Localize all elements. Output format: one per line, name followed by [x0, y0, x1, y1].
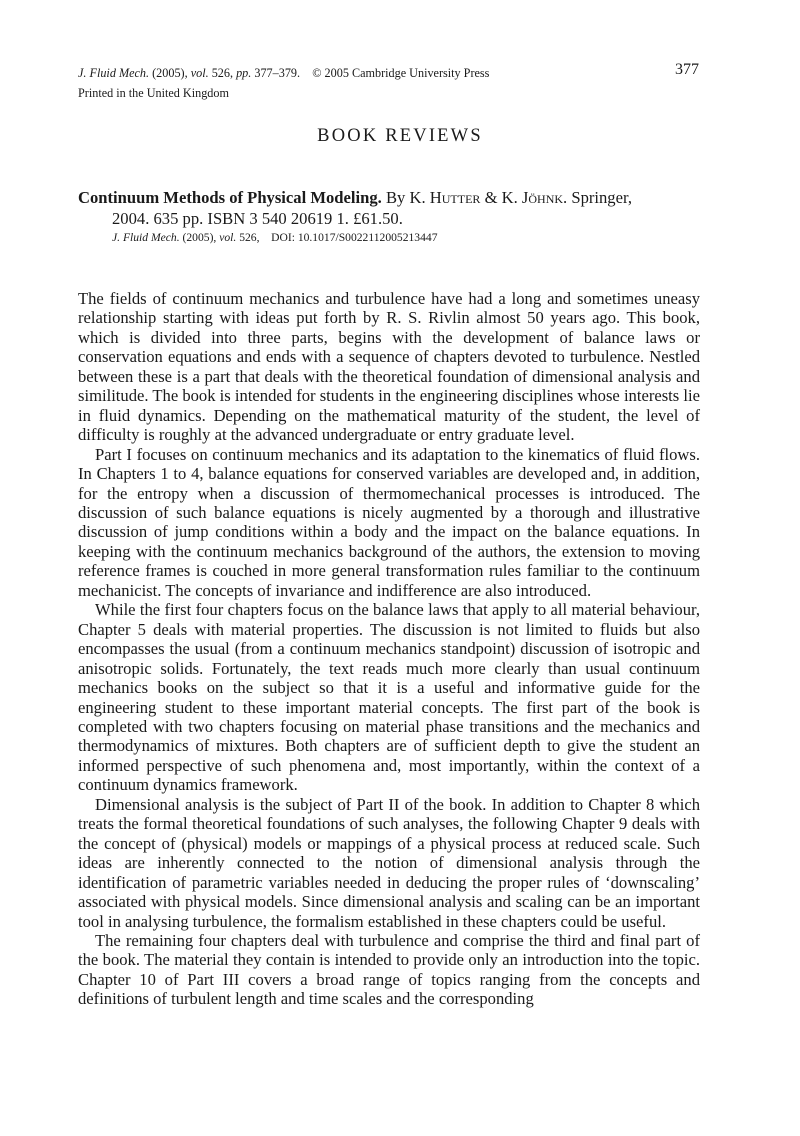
page-number: 377 [675, 61, 699, 78]
doi-line [112, 231, 438, 244]
author-hutter: Hutter [429, 188, 481, 207]
ampersand: & K. [484, 188, 518, 207]
printed-line: Printed in the United Kingdom [78, 86, 229, 100]
journal-year: (2005), [152, 66, 188, 80]
author-johnk: Jöhnk [521, 188, 564, 207]
doi-year: (2005), [182, 231, 217, 244]
page-range: 377–379. [254, 66, 301, 80]
citation-line [78, 63, 700, 83]
by-label: By K. [385, 188, 426, 207]
volume-number: 526, [211, 66, 234, 80]
book-title: Continuum Methods of Physical Modeling. [78, 188, 382, 207]
section-title: BOOK REVIEWS [317, 126, 483, 146]
paragraph: Part I focuses on continuum mechanics and its adaptation to the kinematics of fluid flows. In Chapters 1 to 4, balance equations for conserved variables are developed and, in addition, for the entropy when a discussion of thermomechanical processes is introduced. The discussion of such balance equations is nicely augmented by a thorough and illustrative discussion of jump conditions within a body and the impact on the balance equations. In keeping with the continuum mechanics background of the authors, the extension to moving reference frames is couched in more general transformation rules familiar to the continuum mechanicist. The concepts of invariance and indifference are also introduced. [78, 444, 700, 600]
review-body [78, 289, 700, 1009]
copyright: © 2005 Cambridge University Press [312, 66, 490, 80]
paragraph: While the first four chapters focus on the balance laws that apply to all material behaviour, Chapter 5 deals with material properties. The discussion is not limited to fluids but also encompasses the usual (from a continuum mechanics standpoint) discussion of isotropic and anisotropic solids. Fortunately, the text reads much more clearly than usual continuum mechanics books on the subject so that it is a useful and informative guide for the engineering student to these important material concepts. The first part of the book is completed with two chapters focusing on material phase transitions and the mechanics and thermodynamics of mixtures. Both chapters are of sufficient depth to give the student an informed perspective of such phenomena and, most importantly, within the context of a continuum dynamics framework. [78, 600, 700, 795]
pages-label: pp. [236, 66, 252, 80]
paragraph: The fields of continuum mechanics and turbulence have had a long and sometimes uneasy relationship starting with ideas put forth by R. S. Rivlin almost 50 years ago. This book, which is divided into three parts, begins with the development of balance laws or conservation equations and ends with a sequence of chapters devoted to turbulence. Nestled between these is a part that deals with the theoretical foundation of dimensional analysis and similitude. The book is intended for students in the engineering disciplines whose interests lie in fluid dynamics. Depending on the mathematical maturity of the student, the level of difficulty is roughly at the advanced undergraduate or entry graduate level. [78, 289, 700, 445]
doi-vol: 526, [239, 231, 260, 244]
book-details: 2004. 635 pp. ISBN 3 540 20619 1. £61.50. [112, 209, 403, 228]
paragraph: Dimensional analysis is the subject of Part II of the book. In addition to Chapter 8 which treats the formal theoretical foundations of such analyses, the following Chapter 9 deals with the concept of (physical) models or mappings of a physical process at reduced scale. Such ideas are inherently connected to the notion of dimensional analysis through the identification of parametric variables needed in deducing the proper rules of ‘downscaling’ associated with physical models. Since dimensional analysis and scaling can be an important tool in analysing turbulence, the formalism established in these chapters could be useful. [78, 794, 700, 931]
volume-label: vol. [190, 66, 209, 80]
running-header [78, 63, 700, 103]
review-heading [78, 187, 700, 229]
doi: DOI: 10.1017/S0022112005213447 [271, 231, 438, 244]
publisher: . Springer, [563, 188, 632, 207]
doi-journal: J. Fluid Mech. [112, 231, 180, 244]
journal-name: J. Fluid Mech. [78, 66, 150, 80]
paragraph: The remaining four chapters deal with turbulence and comprise the third and final part of the book. The material they contain is intended to provide only an introduction into the topic. Chapter 10 of Part III covers a broad range of topics ranging from the concepts and definitions of turbulent length and time scales and the corresponding [78, 930, 700, 1009]
doi-vol-label: vol. [219, 231, 237, 244]
